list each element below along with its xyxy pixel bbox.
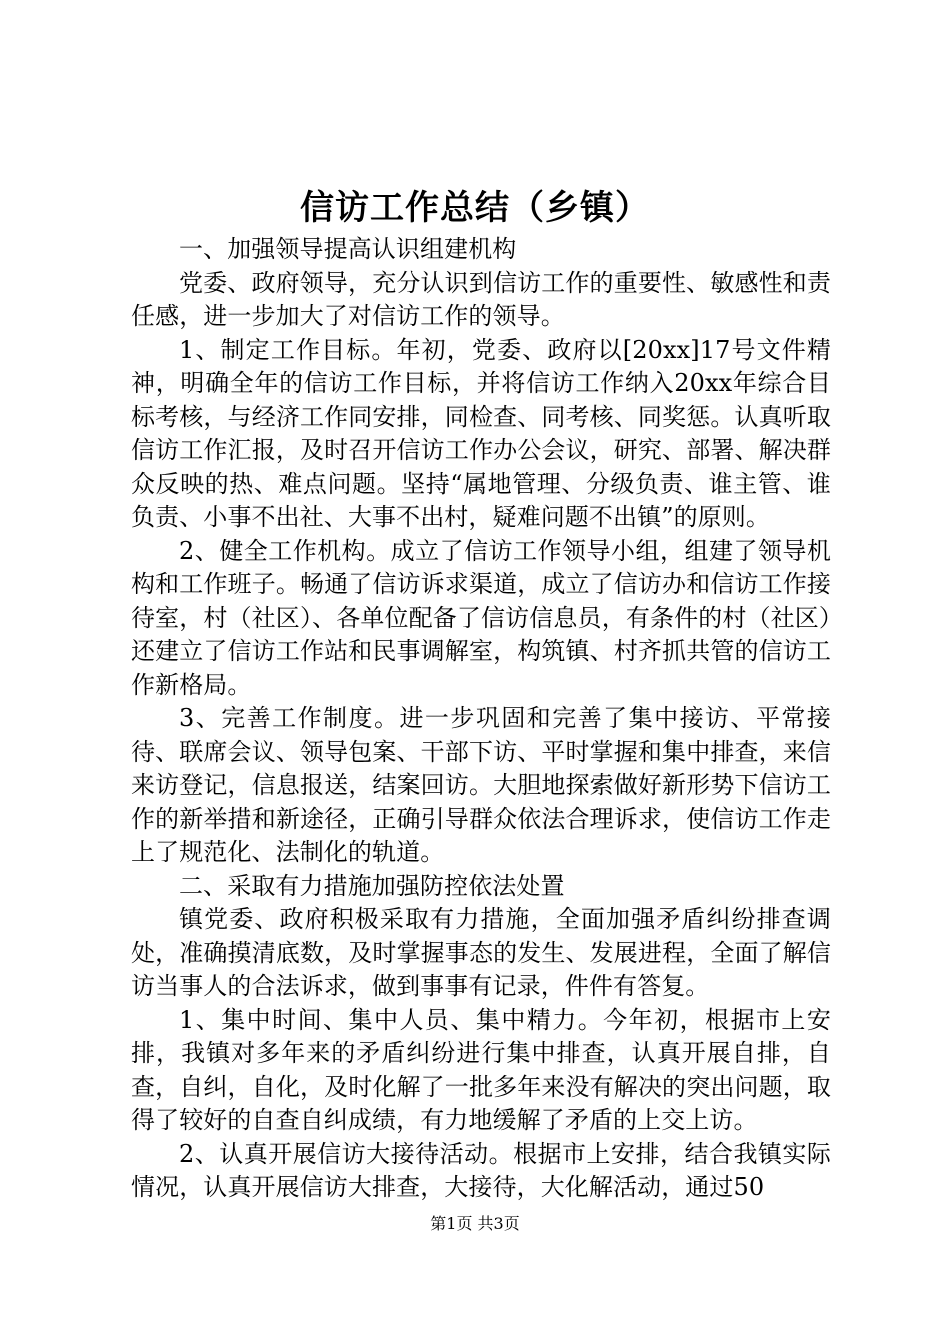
paragraph: 1、集中时间、集中人员、集中精力。今年初，根据市上安排，我镇对多年来的矛盾纠纷进行集中排查，认真开展自排，自查，自纠，自化，及时化解了一批多年来没有解决的突出问题，取得了较好的自查自纠成绩，有力地缓解了矛盾的上交上访。 — [131, 1005, 831, 1134]
document-title: 信访工作总结（乡镇） — [300, 188, 650, 228]
document-body — [131, 233, 831, 1205]
section-heading: 二、采取有力措施加强防控依法处置 — [179, 871, 565, 900]
paragraph: 1、制定工作目标。年初，党委、政府以[20xx]17号文件精神，明确全年的信访工作目标，并将信访工作纳入20xx年综合目标考核，与经济工作同安排，同检查、同考核、同奖惩。认真听取信访工作汇报，及时召开信访工作办公会议，研究、部署、解决群众反映的热、难点问题。坚持“属地管理、分级负责、谁主管、谁负责、小事不出社、大事不出村，疑难问题不出镇”的原则。 — [131, 335, 831, 531]
section-heading: 一、加强领导提高认识组建机构 — [179, 235, 517, 263]
paragraph: 2、健全工作机构。成立了信访工作领导小组，组建了领导机构和工作班子。畅通了信访诉求渠道，成立了信访办和信访工作接待室，村（社区）、各单位配备了信访信息员，有条件的村（社区）还建立了信访工作站和民事调解室，构筑镇、村齐抓共管的信访工作新格局。 — [131, 536, 831, 699]
paragraph: 3、完善工作制度。进一步巩固和完善了集中接访、平常接待、联席会议、领导包案、干部下访、平时掌握和集中排查，来信来访登记，信息报送，结案回访。大胆地探索做好新形势下信访工作的新举措和新途径，正确引导群众依法合理诉求，使信访工作走上了规范化、法制化的轨道。 — [131, 704, 831, 866]
paragraph: 2、认真开展信访大接待活动。根据市上安排，结合我镇实际情况，认真开展信访大排查，大接待，大化解活动，通过50 — [131, 1139, 831, 1201]
paragraph: 镇党委、政府积极采取有力措施，全面加强矛盾纠纷排查调处，准确摸清底数，及时掌握事态的发生、发展进程，全面了解信访当事人的合法诉求，做到事事有记录，件件有答复。 — [131, 905, 831, 1000]
paragraph: 党委、政府领导，充分认识到信访工作的重要性、敏感性和责任感，进一步加大了对信访工作的领导。 — [131, 268, 831, 330]
page-footer: 第1页 共3页 — [430, 1214, 520, 1233]
